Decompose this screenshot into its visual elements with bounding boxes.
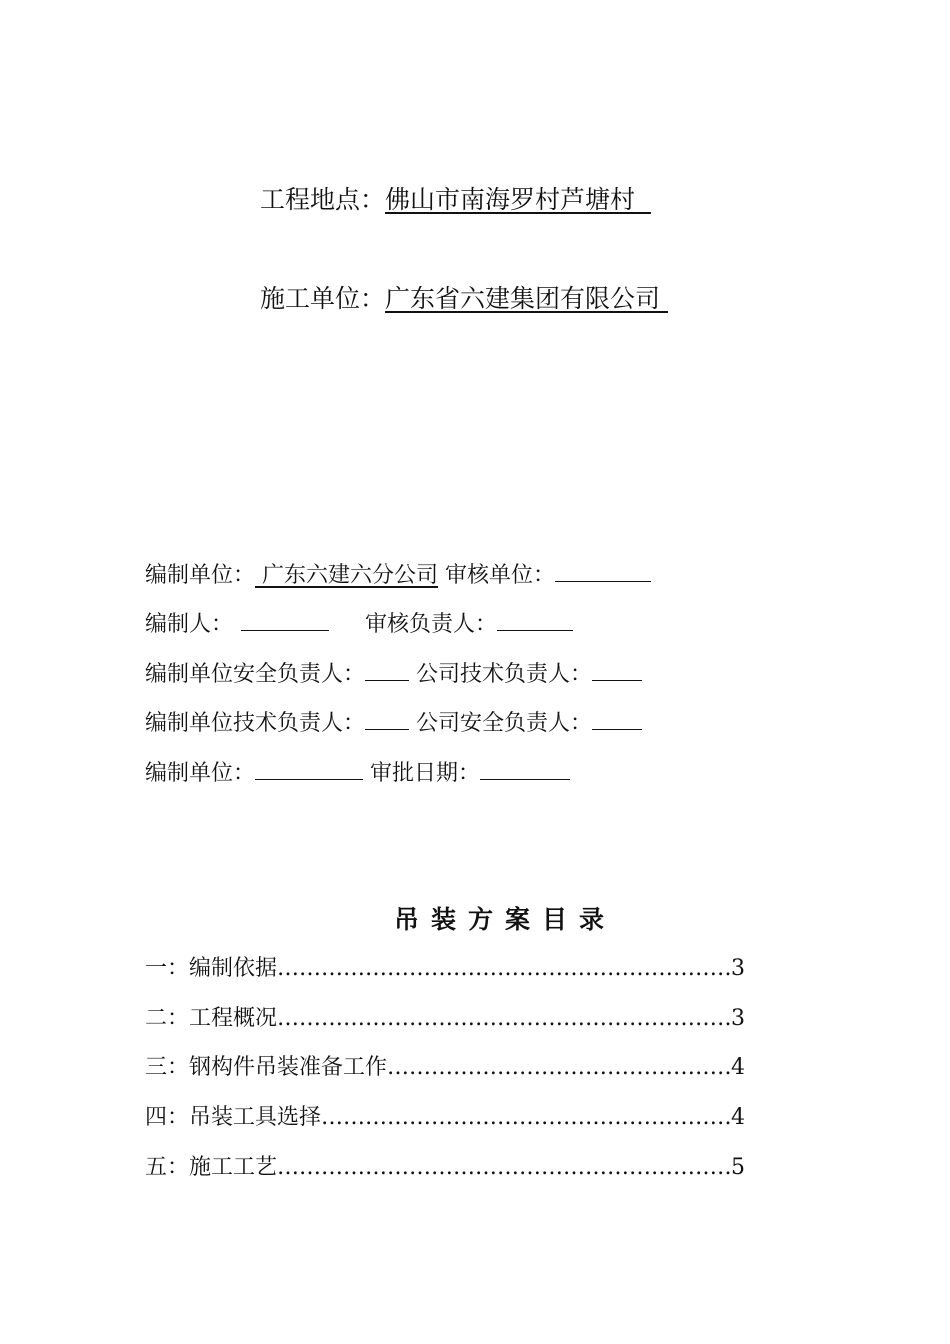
prepared-unit-value: 广东六建六分公司: [262, 563, 439, 588]
toc-leader-dots: [277, 1008, 731, 1030]
review-unit-label: 审核单位：: [445, 563, 556, 588]
toc-item-page: 4: [731, 1055, 745, 1080]
approval-date-label: 审批日期：: [370, 761, 481, 786]
toc-item[interactable]: [145, 958, 745, 980]
review-lead-blank: [497, 610, 573, 631]
contractor-value: 广东省六建集团有限公司: [385, 284, 661, 313]
unit-safety-lead-blank: [365, 660, 409, 681]
toc-item-page: 3: [731, 956, 745, 981]
prepared-unit-label: 编制单位：: [145, 563, 256, 588]
location-value: 佛山市南海罗村芦塘村: [385, 185, 636, 214]
signature-row-4: [145, 709, 642, 735]
toc-leader-dots: [277, 1157, 731, 1179]
location-label: 工程地点：: [260, 185, 386, 214]
signature-row-2: [145, 610, 573, 636]
preparer-label: 编制人：: [145, 612, 234, 637]
approval-date-blank: [480, 759, 570, 780]
toc-item[interactable]: [145, 1107, 745, 1129]
unit-2-blank: [255, 759, 363, 780]
toc-item-page: 4: [731, 1105, 745, 1130]
toc-item-label: 四：吊装工具选择: [145, 1105, 322, 1130]
preparer-blank: [241, 610, 329, 631]
toc-item-page: 3: [731, 1006, 745, 1031]
company-tech-lead-label: 公司技术负责人：: [416, 662, 593, 687]
toc-item[interactable]: [145, 1008, 745, 1030]
toc-leader-dots: [387, 1057, 731, 1079]
toc-item-label: 一：编制依据: [145, 956, 278, 981]
contractor-label: 施工单位：: [260, 284, 386, 313]
toc-leader-dots: [277, 958, 731, 980]
signature-row-3: [145, 660, 642, 686]
toc-item-label: 五：施工工艺: [145, 1155, 278, 1180]
signature-row-1: [145, 561, 651, 587]
toc-item-label: 二：工程概况: [145, 1006, 278, 1031]
unit-tech-lead-blank: [365, 709, 409, 730]
toc-leader-dots: [321, 1107, 731, 1129]
project-location: [260, 187, 651, 212]
signature-row-5: [145, 759, 570, 785]
review-unit-blank: [555, 561, 651, 582]
company-tech-lead-blank: [592, 660, 642, 681]
company-safety-lead-label: 公司安全负责人：: [416, 711, 593, 736]
toc-title: 吊装方案目录: [394, 905, 617, 934]
review-lead-label: 审核负责人：: [365, 612, 498, 637]
toc-item-label: 三：钢构件吊装准备工作: [145, 1055, 388, 1080]
company-safety-lead-blank: [592, 709, 642, 730]
unit-tech-lead-label: 编制单位技术负责人：: [145, 711, 366, 736]
toc-item[interactable]: [145, 1157, 745, 1179]
unit-label-2: 编制单位：: [145, 761, 256, 786]
project-contractor: [260, 286, 668, 311]
toc-item-page: 5: [731, 1155, 745, 1180]
unit-safety-lead-label: 编制单位安全负责人：: [145, 662, 366, 687]
toc-item[interactable]: [145, 1057, 745, 1079]
